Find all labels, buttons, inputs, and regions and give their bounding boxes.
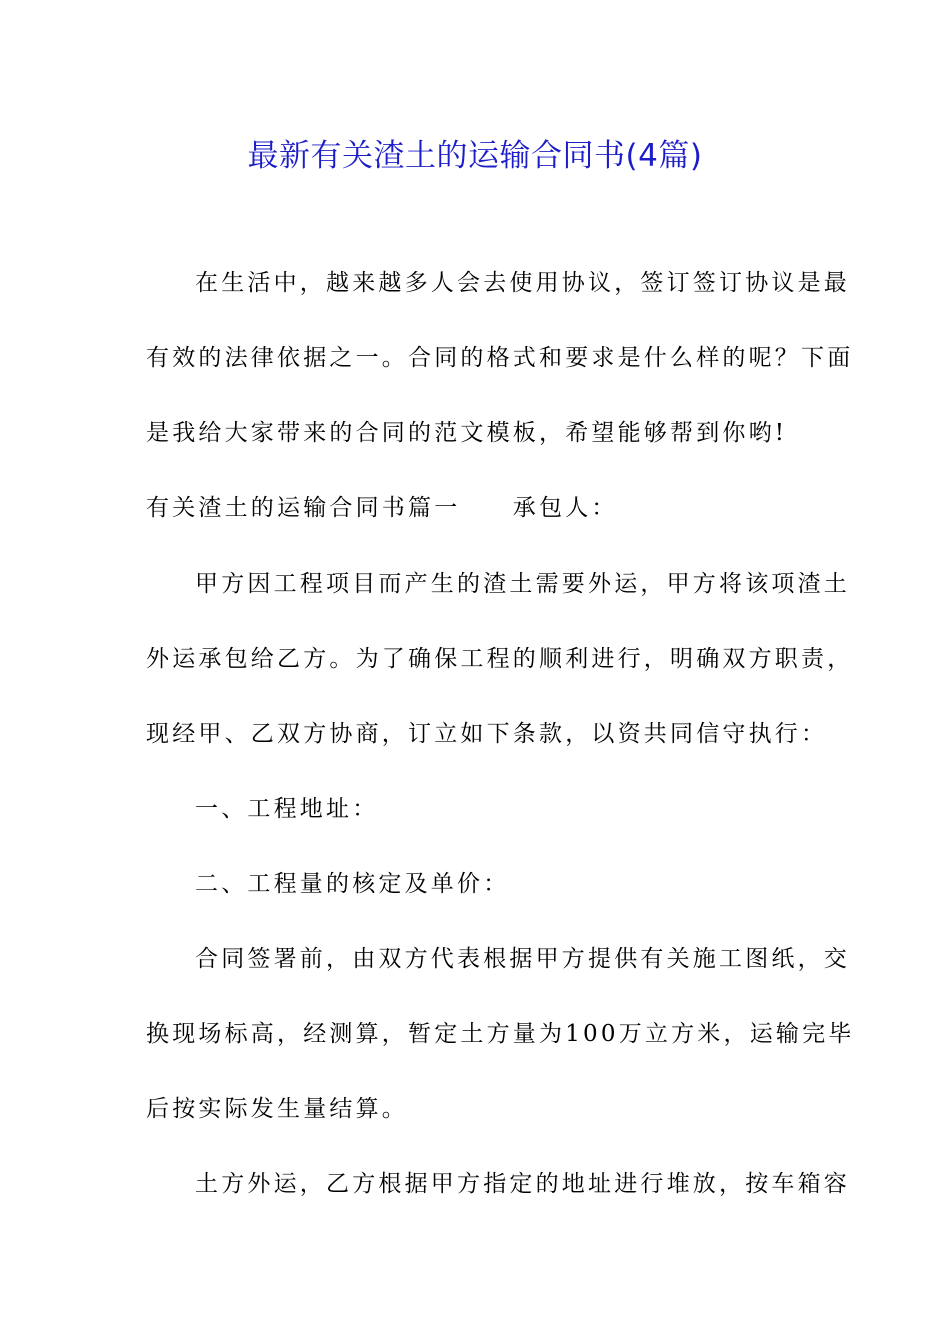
section-heading-line: 有关渣土的运输合同书篇一 承包人： bbox=[146, 495, 618, 521]
paragraph-line: 甲方因工程项目而产生的渣土需要外运，甲方将该项渣土 bbox=[195, 571, 850, 597]
document-title: 最新有关渣土的运输合同书(4篇) bbox=[247, 138, 703, 174]
paragraph-line: 外运承包给乙方。为了确保工程的顺利进行，明确双方职责， bbox=[146, 646, 854, 672]
paragraph-line: 现经甲、乙双方协商，订立如下条款，以资共同信守执行： bbox=[146, 721, 828, 747]
paragraph-line: 有效的法律依据之一。合同的格式和要求是什么样的呢？下面 bbox=[146, 345, 854, 371]
paragraph-line: 是我给大家带来的合同的范文模板，希望能够帮到你哟! bbox=[146, 420, 788, 446]
paragraph-line: 土方外运，乙方根据甲方指定的地址进行堆放，按车箱容 bbox=[195, 1171, 850, 1197]
paragraph-line: 换现场标高，经测算，暂定土方量为100万立方米，运输完毕 bbox=[146, 1021, 855, 1047]
paragraph-line: 在生活中，越来越多人会去使用协议，签订签订协议是最 bbox=[195, 270, 850, 296]
clause-heading: 二、工程量的核定及单价： bbox=[195, 871, 510, 897]
paragraph-line: 合同签署前，由双方代表根据甲方提供有关施工图纸，交 bbox=[195, 946, 850, 972]
clause-heading: 一、工程地址： bbox=[195, 796, 379, 822]
paragraph-line: 后按实际发生量结算。 bbox=[146, 1096, 408, 1122]
